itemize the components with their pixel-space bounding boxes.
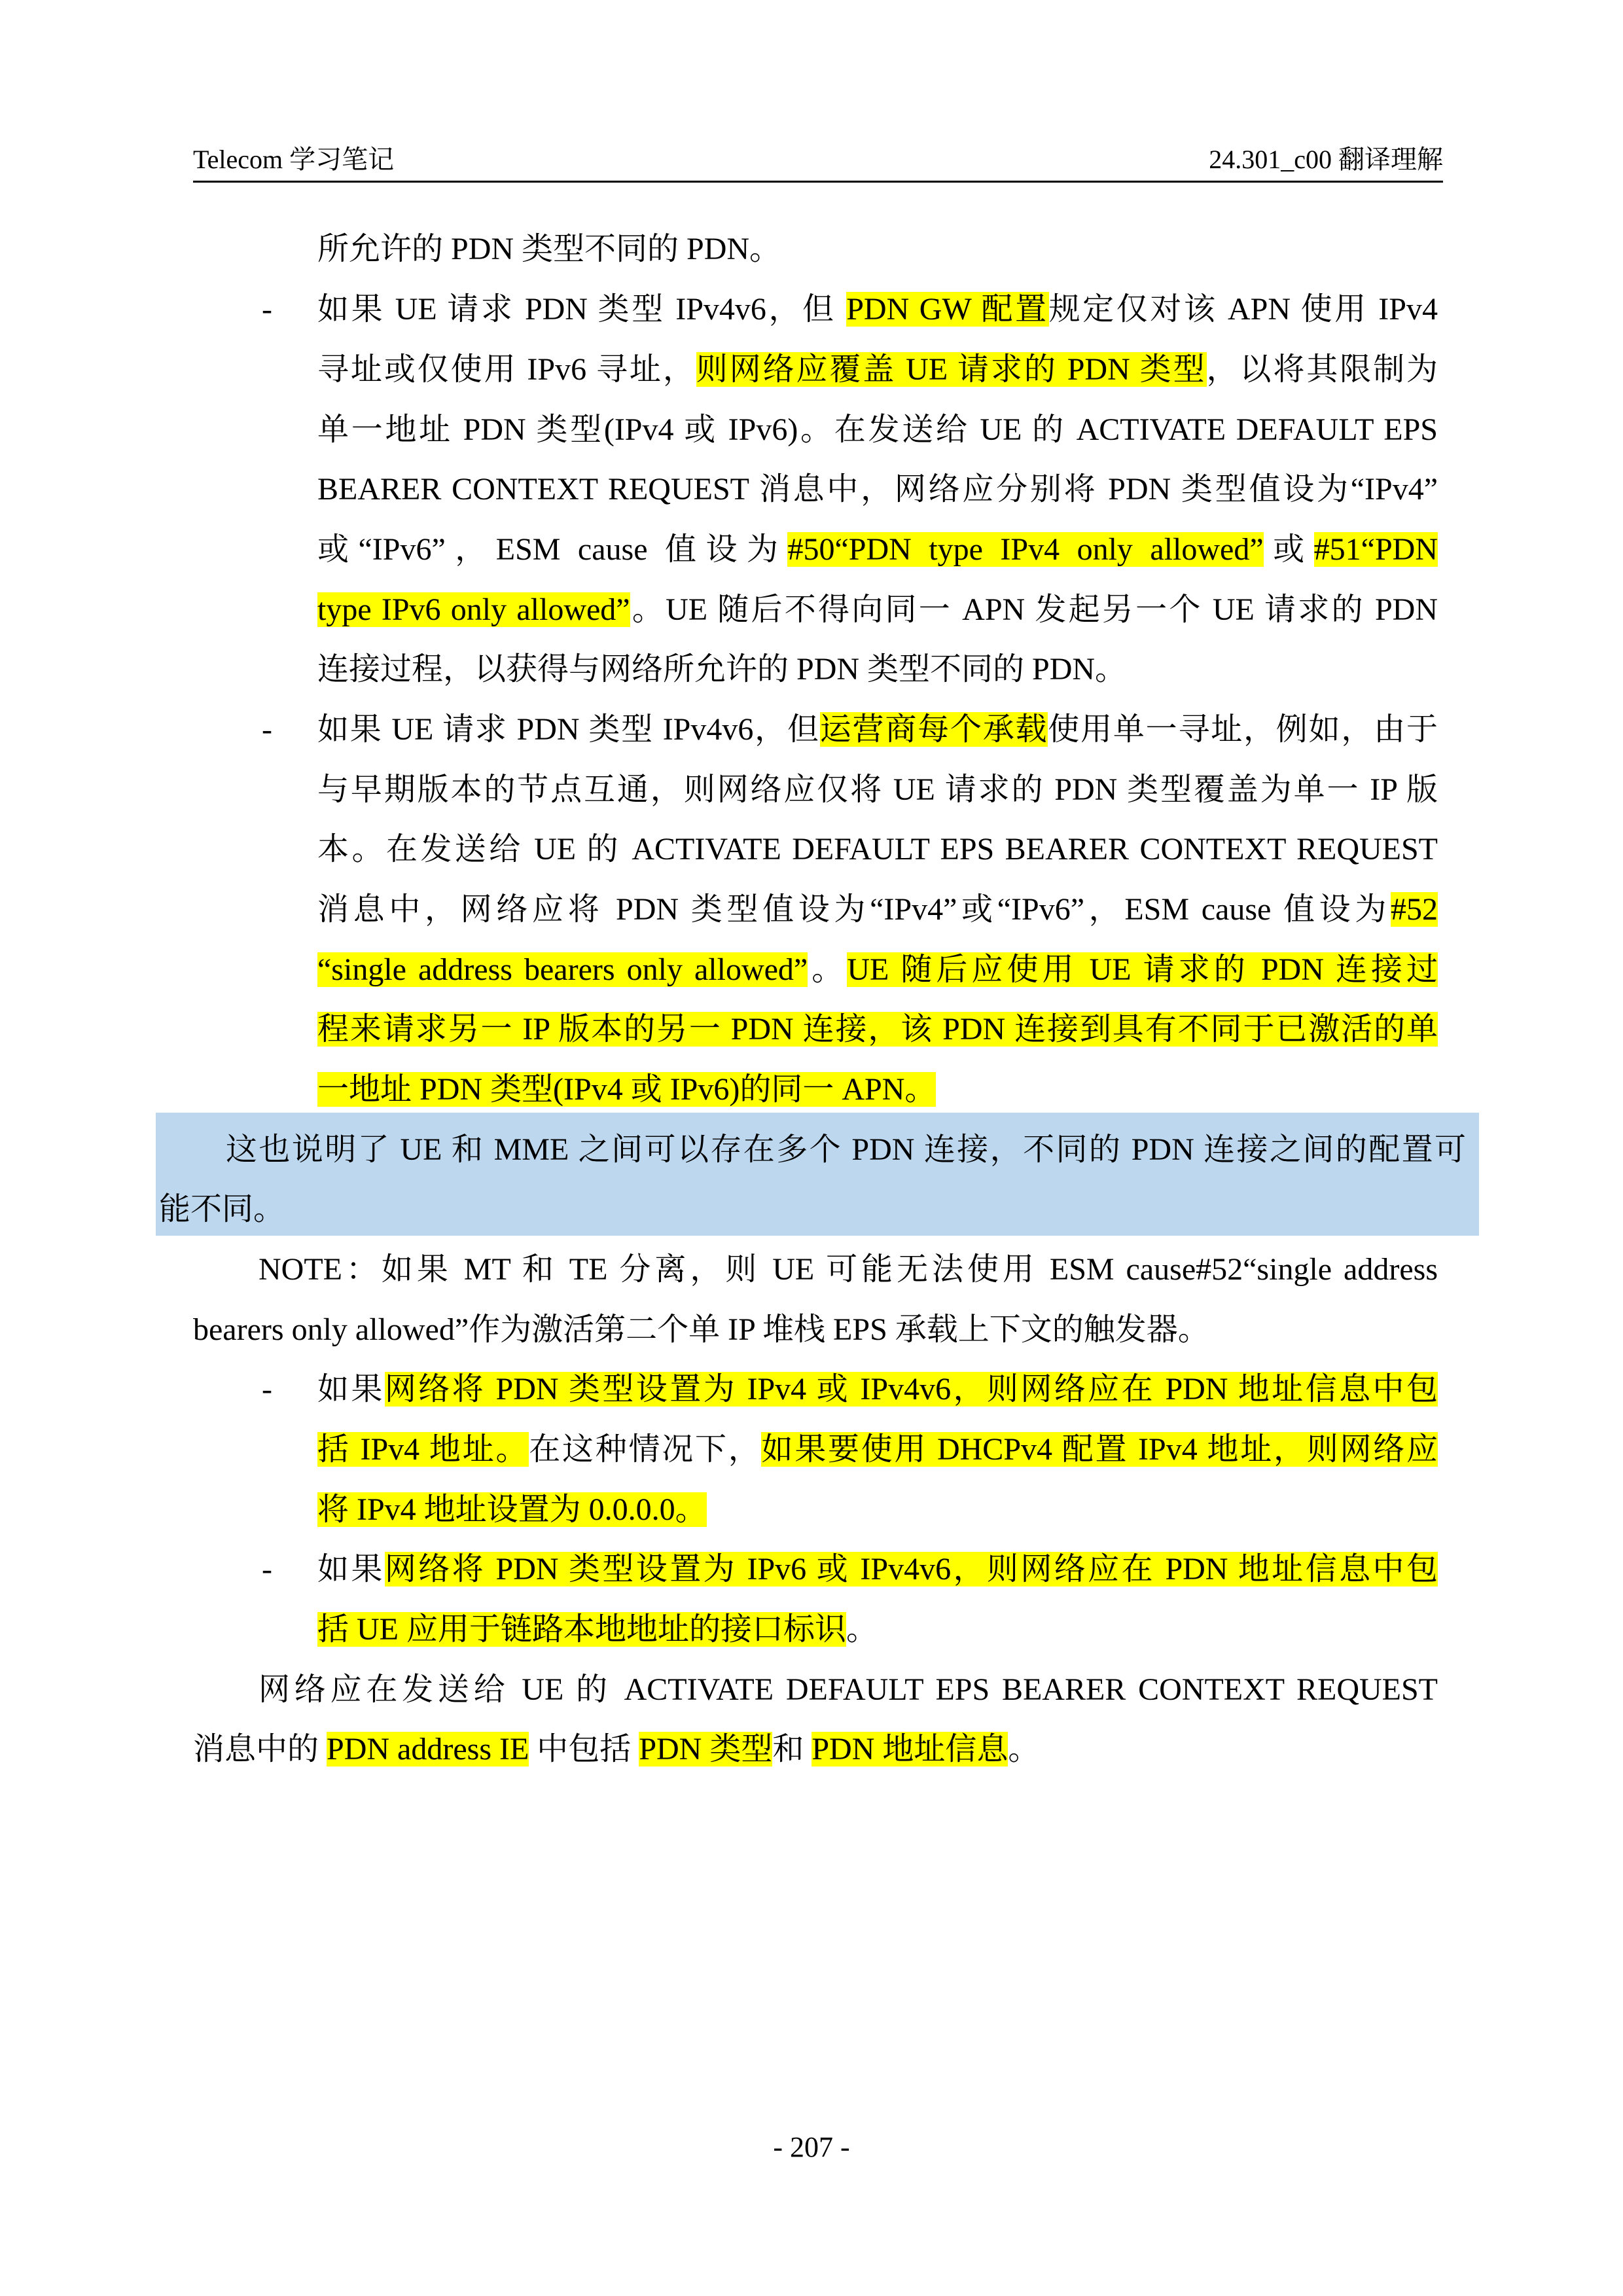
bullet-3-line-2: 括 IPv4 地址。在这种情况下，如果要使用 DHCPv4 配置 IPv4 地址，则网络应 bbox=[317, 1432, 1438, 1467]
highlighted-text: type IPv6 only allowed” bbox=[317, 592, 630, 627]
highlighted-text: “single address bearers only allowed” bbox=[317, 952, 808, 987]
bullet-4-line-1: 如果网络将 PDN 类型设置为 IPv6 或 IPv4v6，则网络应在 PDN 地址信息中包 bbox=[317, 1552, 1438, 1587]
page-number: - 207 - bbox=[773, 2131, 850, 2163]
highlighted-text: 一地址 PDN 类型(IPv4 或 IPv6)的同一 APN。 bbox=[317, 1072, 936, 1107]
bullet-2-line-6 bbox=[317, 1009, 1438, 1050]
bullet-2-line-7 bbox=[317, 1069, 936, 1111]
header-doc-id: 24.301_c00 翻译理解 bbox=[1209, 145, 1443, 174]
highlighted-text: 网络将 PDN 类型设置为 IPv6 或 IPv4v6，则网络应在 PDN 地址信息中包 bbox=[384, 1552, 1438, 1587]
bullet-1-line-5: 或“IPv6”，ESM cause 值设为#50“PDN type IPv4 only allowed”或#51“PDN bbox=[317, 532, 1438, 567]
highlighted-text: 则网络应覆盖 UE 请求的 PDN 类型 bbox=[696, 352, 1207, 387]
bullet-1-line-4: BEARER CONTEXT REQUEST 消息中，网络应分别将 PDN 类型值设为“IPv4” bbox=[317, 472, 1438, 507]
highlighted-text: PDN 类型 bbox=[639, 1732, 773, 1767]
highlighted-text: #50“PDN type IPv4 only allowed” bbox=[787, 532, 1264, 567]
highlighted-text: 将 IPv4 地址设置为 0.0.0.0。 bbox=[317, 1492, 707, 1527]
bullet-dash: - bbox=[262, 292, 272, 327]
last-paragraph-line-2: 消息中的 PDN address IE 中包括 PDN 类型和 PDN 地址信息。 bbox=[193, 1732, 1040, 1767]
bullet-1-line-7: 连接过程，以获得与网络所允许的 PDN 类型不同的 PDN。 bbox=[317, 652, 1127, 687]
highlighted-text: 运营商每个承载 bbox=[819, 712, 1048, 747]
highlighted-text: #52 bbox=[1391, 892, 1438, 927]
bullet-1-line-2: 寻址或仅使用 IPv6 寻址，则网络应覆盖 UE 请求的 PDN 类型，以将其限制为 bbox=[317, 352, 1438, 387]
bullet-3-line-3 bbox=[317, 1489, 707, 1531]
note-box-line-1: 这也说明了 UE 和 MME 之间可以存在多个 PDN 连接，不同的 PDN 连接之间的配置可 bbox=[226, 1132, 1466, 1167]
highlighted-text: 如果要使用 DHCPv4 配置 IPv4 地址，则网络应 bbox=[761, 1432, 1438, 1467]
highlighted-text: UE 随后应使用 UE 请求的 PDN 连接过 bbox=[847, 952, 1438, 987]
header-title: Telecom 学习笔记 bbox=[193, 145, 395, 174]
bullet-2-line-1: 如果 UE 请求 PDN 类型 IPv4v6，但运营商每个承载使用单一寻址，例如，由于 bbox=[317, 712, 1438, 747]
last-paragraph-line-1: 网络应在发送给 UE 的 ACTIVATE DEFAULT EPS BEARER CONTEXT REQUEST bbox=[259, 1672, 1438, 1707]
highlighted-text: PDN 地址信息 bbox=[812, 1732, 1008, 1767]
bullet-2-line-5: “single address bearers only allowed”。UE 随后应使用 UE 请求的 PDN 连接过 bbox=[317, 952, 1438, 987]
highlighted-text: #51“PDN bbox=[1313, 532, 1438, 567]
note-line-2: bearers only allowed”作为激活第二个单 IP 堆栈 EPS 承载上下文的触发器。 bbox=[193, 1312, 1209, 1347]
highlighted-text: 括 UE 应用于链路本地地址的接口标识 bbox=[317, 1612, 846, 1647]
note-box-line-2: 能不同。 bbox=[159, 1192, 285, 1227]
bullet-dash: - bbox=[262, 1372, 272, 1407]
note-line-1: NOTE：如果 MT 和 TE 分离，则 UE 可能无法使用 ESM cause#52“single address bbox=[259, 1252, 1438, 1287]
bullet-2-line-2: 与早期版本的节点互通，则网络应仅将 UE 请求的 PDN 类型覆盖为单一 IP 版 bbox=[317, 772, 1438, 807]
bullet-dash: - bbox=[262, 712, 272, 747]
bullet-1-line-3: 单一地址 PDN 类型(IPv4 或 IPv6)。在发送给 UE 的 ACTIVATE DEFAULT EPS bbox=[317, 412, 1438, 447]
bullet-dash: - bbox=[262, 1552, 272, 1587]
highlighted-text: PDN GW 配置 bbox=[846, 292, 1049, 327]
paragraph-line: 所允许的 PDN 类型不同的 PDN。 bbox=[317, 232, 781, 266]
bullet-1-line-1: 如果 UE 请求 PDN 类型 IPv4v6，但 PDN GW 配置规定仅对该 APN 使用 IPv4 bbox=[317, 292, 1438, 327]
bullet-1-line-6: type IPv6 only allowed”。UE 随后不得向同一 APN 发起另一个 UE 请求的 PDN bbox=[317, 592, 1438, 627]
bullet-4-line-2: 括 UE 应用于链路本地地址的接口标识。 bbox=[317, 1612, 878, 1647]
highlighted-text: 网络将 PDN 类型设置为 IPv4 或 IPv4v6，则网络应在 PDN 地址信息中包 bbox=[384, 1372, 1438, 1407]
highlighted-text: PDN address IE bbox=[327, 1732, 529, 1767]
bullet-2-line-4: 消息中，网络应将 PDN 类型值设为“IPv4”或“IPv6”，ESM cause 值设为#52 bbox=[317, 892, 1438, 927]
highlighted-text: 括 IPv4 地址。 bbox=[317, 1432, 529, 1467]
page-header bbox=[193, 131, 1443, 183]
bullet-3-line-1: 如果网络将 PDN 类型设置为 IPv4 或 IPv4v6，则网络应在 PDN 地址信息中包 bbox=[317, 1372, 1438, 1407]
highlighted-text: 程来请求另一 IP 版本的另一 PDN 连接，该 PDN 连接到具有不同于已激活的单 bbox=[317, 1012, 1438, 1047]
bullet-2-line-3: 本。在发送给 UE 的 ACTIVATE DEFAULT EPS BEARER CONTEXT REQUEST bbox=[317, 832, 1438, 867]
